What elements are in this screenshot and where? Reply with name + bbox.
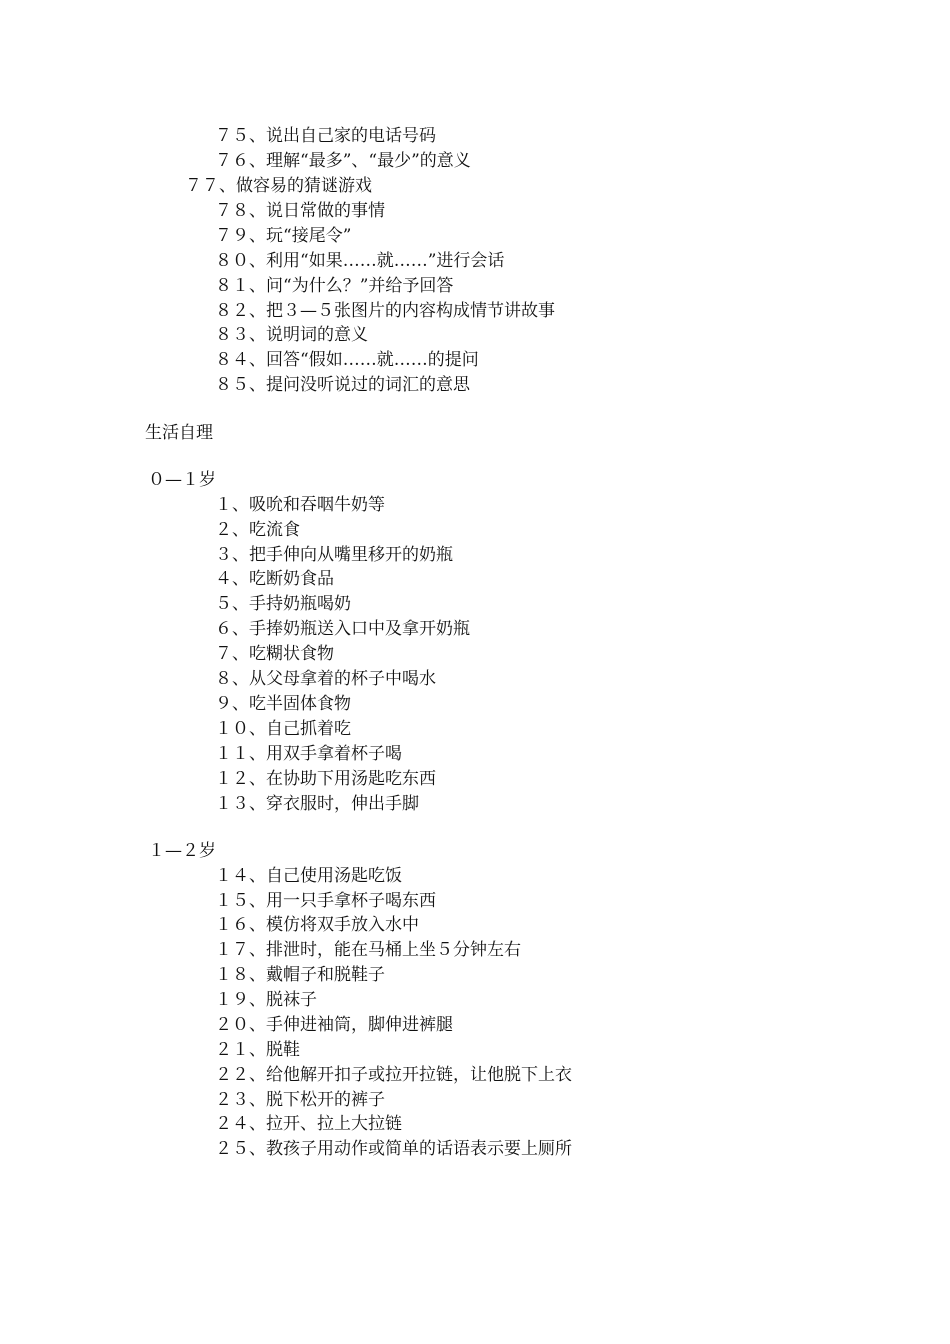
list-item-82: ８２、把３—５张图片的内容构成情节讲故事 — [215, 301, 555, 321]
list-item-19: １９、脱袜子 — [215, 990, 317, 1010]
list-item-22: ２２、给他解开扣子或拉开拉链，让他脱下上衣 — [215, 1065, 572, 1085]
list-item-80: ８０、利用“如果……就……”进行会话 — [215, 251, 505, 271]
list-item-14: １４、自己使用汤匙吃饭 — [215, 866, 402, 886]
list-item-23: ２３、脱下松开的裤子 — [215, 1090, 385, 1110]
list-item-79: ７９、玩“接尾令” — [215, 226, 352, 246]
list-item-11: １１、用双手拿着杯子喝 — [215, 744, 402, 764]
list-item-4: ４、吃断奶食品 — [215, 569, 334, 589]
list-item-85: ８５、提问没听说过的词汇的意思 — [215, 375, 470, 395]
list-item-10: １０、自己抓着吃 — [215, 719, 351, 739]
list-item-81: ８１、问“为什么？”并给予回答 — [215, 276, 454, 296]
list-item-5: ５、手持奶瓶喝奶 — [215, 594, 351, 614]
list-item-84: ８４、回答“假如……就……的提问 — [215, 350, 479, 370]
list-item-1: １、吸吮和吞咽牛奶等 — [215, 495, 385, 515]
list-item-77: ７７、做容易的猜谜游戏 — [185, 176, 372, 196]
list-item-9: ９、吃半固体食物 — [215, 694, 351, 714]
list-item-24: ２４、拉开、拉上大拉链 — [215, 1114, 402, 1134]
list-item-76: ７６、理解“最多”、“最少”的意义 — [215, 151, 471, 171]
age-group-label-1-2: １—２岁 — [148, 841, 216, 861]
list-item-7: ７、吃糊状食物 — [215, 644, 334, 664]
age-group-label-0-1: ０—１岁 — [148, 470, 216, 490]
section-title: 生活自理 — [145, 423, 213, 443]
list-item-21: ２１、脱鞋 — [215, 1040, 300, 1060]
list-item-78: ７８、说日常做的事情 — [215, 201, 385, 221]
list-item-6: ６、手捧奶瓶送入口中及拿开奶瓶 — [215, 619, 470, 639]
list-item-16: １６、模仿将双手放入水中 — [215, 915, 419, 935]
list-item-75: ７５、说出自己家的电话号码 — [215, 126, 436, 146]
list-item-3: ３、把手伸向从嘴里移开的奶瓶 — [215, 545, 453, 565]
list-item-83: ８３、说明词的意义 — [215, 325, 368, 345]
list-item-2: ２、吃流食 — [215, 520, 300, 540]
list-item-20: ２０、手伸进袖筒，脚伸进裤腿 — [215, 1015, 453, 1035]
list-item-18: １８、戴帽子和脱鞋子 — [215, 965, 385, 985]
list-item-15: １５、用一只手拿杯子喝东西 — [215, 891, 436, 911]
list-item-17: １７、排泄时，能在马桶上坐５分钟左右 — [215, 940, 521, 960]
list-item-13: １３、穿衣服时，伸出手脚 — [215, 794, 419, 814]
list-item-12: １２、在协助下用汤匙吃东西 — [215, 769, 436, 789]
list-item-25: ２５、教孩子用动作或简单的话语表示要上厕所 — [215, 1139, 572, 1159]
list-item-8: ８、从父母拿着的杯子中喝水 — [215, 669, 436, 689]
